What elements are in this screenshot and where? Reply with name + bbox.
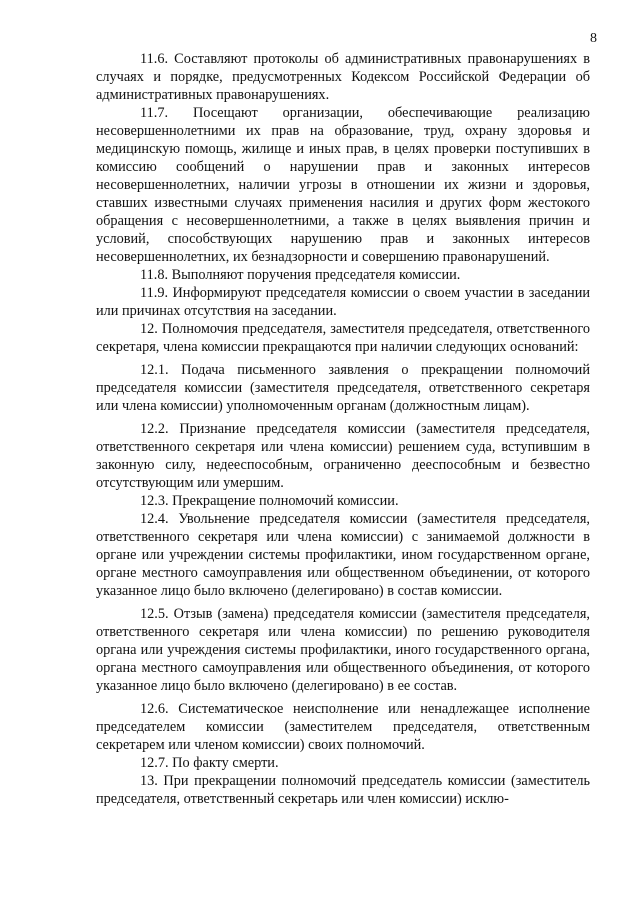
paragraph-12-5: 12.5. Отзыв (замена) председателя комиссии (заместителя председателя, ответственного секретаря или члена комиссии) по решению руководителя органа или учреждения системы профилактики, иного государственного органа, органа местного самоуправления или общественного объединения, от которого указанное лицо было включено (делегировано) в ее состав. [96, 606, 590, 694]
paragraph-12-6: 12.6. Систематическое неисполнение или ненадлежащее исполнение председателем комиссии (заместителем председателя, ответственным секретарем или членом комиссии) своих полномочий. [96, 701, 590, 753]
paragraph-12-3: 12.3. Прекращение полномочий комиссии. [140, 493, 399, 509]
page-number: 8 [590, 31, 597, 46]
paragraph-13: 13. При прекращении полномочий председатель комиссии (заместитель председателя, ответственный секретарь или член комиссии) исклю- [96, 773, 590, 807]
paragraph-12-1: 12.1. Подача письменного заявления о прекращении полномочий председателя комиссии (заместителя председателя, ответственного секретаря или члена комиссии) уполномоченным органам (должностным лицам). [96, 362, 590, 414]
paragraph-11-6: 11.6. Составляют протоколы об административных правонарушениях в случаях и порядке, предусмотренных Кодексом Российской Федерации об административных правонарушениях. [96, 51, 590, 103]
paragraph-12: 12. Полномочия председателя, заместителя председателя, ответственного секретаря, члена комиссии прекращаются при наличии следующих оснований: [96, 321, 590, 355]
document-body [96, 50, 590, 808]
paragraph-12-2: 12.2. Признание председателя комиссии (заместителя председателя, ответственного секретаря или члена комиссии) решением суда, вступившим в законную силу, недееспособным, ограниченно дееспособным и безвестно отсутствующим или умершим. [96, 421, 590, 491]
paragraph-11-7: 11.7. Посещают организации, обеспечивающие реализацию несовершеннолетними их прав на образование, труд, охрану здоровья и медицинскую помощь, жилище и иных прав, в целях проверки поступивших в комиссию сообщений о нарушении прав и законных интересов несовершеннолетних, наличии угрозы в отношении их жизни и здоровья, ставших известными случаях применения насилия и других форм жестокого обращения с несовершеннолетними, а также в целях выявления причин и условий, способствующих нарушению прав и законных интересов несовершеннолетних, их безнадзорности и совершению правонарушений. [96, 105, 590, 265]
paragraph-11-8: 11.8. Выполняют поручения председателя комиссии. [140, 267, 461, 283]
paragraph-12-7: 12.7. По факту смерти. [140, 755, 279, 771]
paragraph-12-4: 12.4. Увольнение председателя комиссии (заместителя председателя, ответственного секретаря или члена комиссии) с занимаемой должности в органе или учреждении системы профилактики, ином государственном органе, органе местного самоуправления или общественном объединении, от которого указанное лицо было включено (делегировано) в состав комиссии. [96, 511, 590, 599]
paragraph-11-9: 11.9. Информируют председателя комиссии о своем участии в заседании или причинах отсутствия на заседании. [96, 285, 590, 319]
